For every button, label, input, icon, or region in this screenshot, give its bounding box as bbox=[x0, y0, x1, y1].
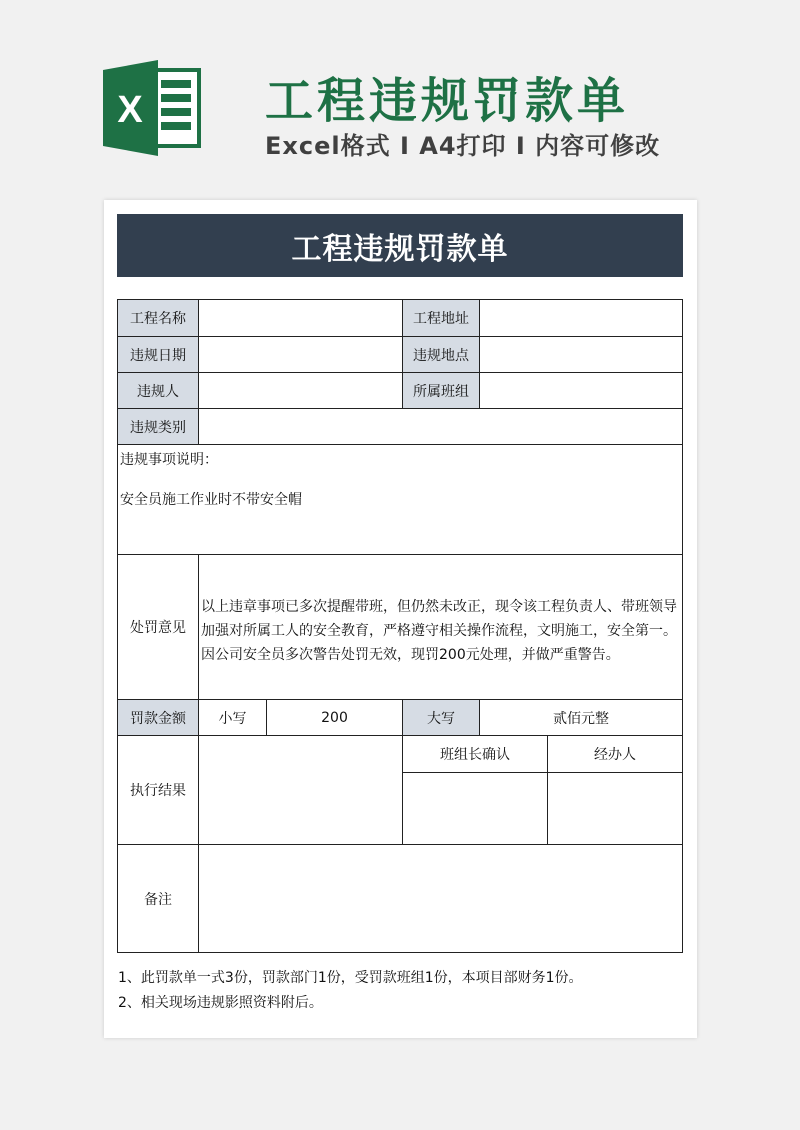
note-1: 1、此罚款单一式3份，罚款部门1份，受罚款班组1份，本项目部财务1份。 bbox=[118, 970, 583, 986]
svg-text:X: X bbox=[117, 89, 143, 131]
violation-place-label: 违规地点 bbox=[402, 336, 480, 373]
big-label: 大写 bbox=[402, 699, 480, 736]
note-2: 2、相关现场违规影照资料附后。 bbox=[118, 995, 323, 1011]
violation-date-field[interactable] bbox=[198, 336, 403, 373]
project-name-label: 工程名称 bbox=[117, 299, 199, 337]
project-name-field[interactable] bbox=[198, 299, 403, 337]
form-title: 工程违规罚款单 bbox=[117, 214, 683, 277]
team-label: 所属班组 bbox=[402, 372, 480, 409]
opinion-value[interactable]: 以上违章事项已多次提醒带班，但仍然未改正，现令该工程负责人、带班领导加强对所属工人的安全教育，严格遵守相关操作流程，文明施工，安全第一。因公司安全员多次警告处罚无效，现罚200元处理，并做严重警告。 bbox=[198, 554, 683, 700]
category-field[interactable] bbox=[198, 408, 683, 445]
project-address-label: 工程地址 bbox=[402, 299, 480, 337]
violator-field[interactable] bbox=[198, 372, 403, 409]
banner-title: 工程违规罚款单 bbox=[265, 73, 630, 129]
small-value[interactable]: 200 bbox=[266, 699, 403, 736]
leader-confirm-label: 班组长确认 bbox=[402, 735, 548, 773]
result-field[interactable] bbox=[198, 735, 403, 845]
result-label: 执行结果 bbox=[117, 735, 199, 845]
team-field[interactable] bbox=[479, 372, 683, 409]
leader-confirm-field[interactable] bbox=[402, 772, 548, 845]
remarks-label: 备注 bbox=[117, 844, 199, 953]
remarks-field[interactable] bbox=[198, 844, 683, 953]
violation-place-field[interactable] bbox=[479, 336, 683, 373]
handler-field[interactable] bbox=[547, 772, 683, 845]
description-label: 违规事项说明： bbox=[120, 452, 218, 468]
excel-logo-icon bbox=[103, 60, 203, 156]
category-label: 违规类别 bbox=[117, 408, 199, 445]
handler-label: 经办人 bbox=[547, 735, 683, 773]
project-address-field[interactable] bbox=[479, 299, 683, 337]
violation-date-label: 违规日期 bbox=[117, 336, 199, 373]
description-value: 安全员施工作业时不带安全帽 bbox=[120, 492, 302, 508]
description-cell[interactable] bbox=[117, 444, 683, 555]
amount-label: 罚款金额 bbox=[117, 699, 199, 736]
big-value[interactable]: 贰佰元整 bbox=[479, 699, 683, 736]
violator-label: 违规人 bbox=[117, 372, 199, 409]
opinion-label: 处罚意见 bbox=[117, 554, 199, 700]
banner-subtitle: Excel格式 I A4打印 I 内容可修改 bbox=[265, 132, 661, 160]
small-label: 小写 bbox=[198, 699, 267, 736]
